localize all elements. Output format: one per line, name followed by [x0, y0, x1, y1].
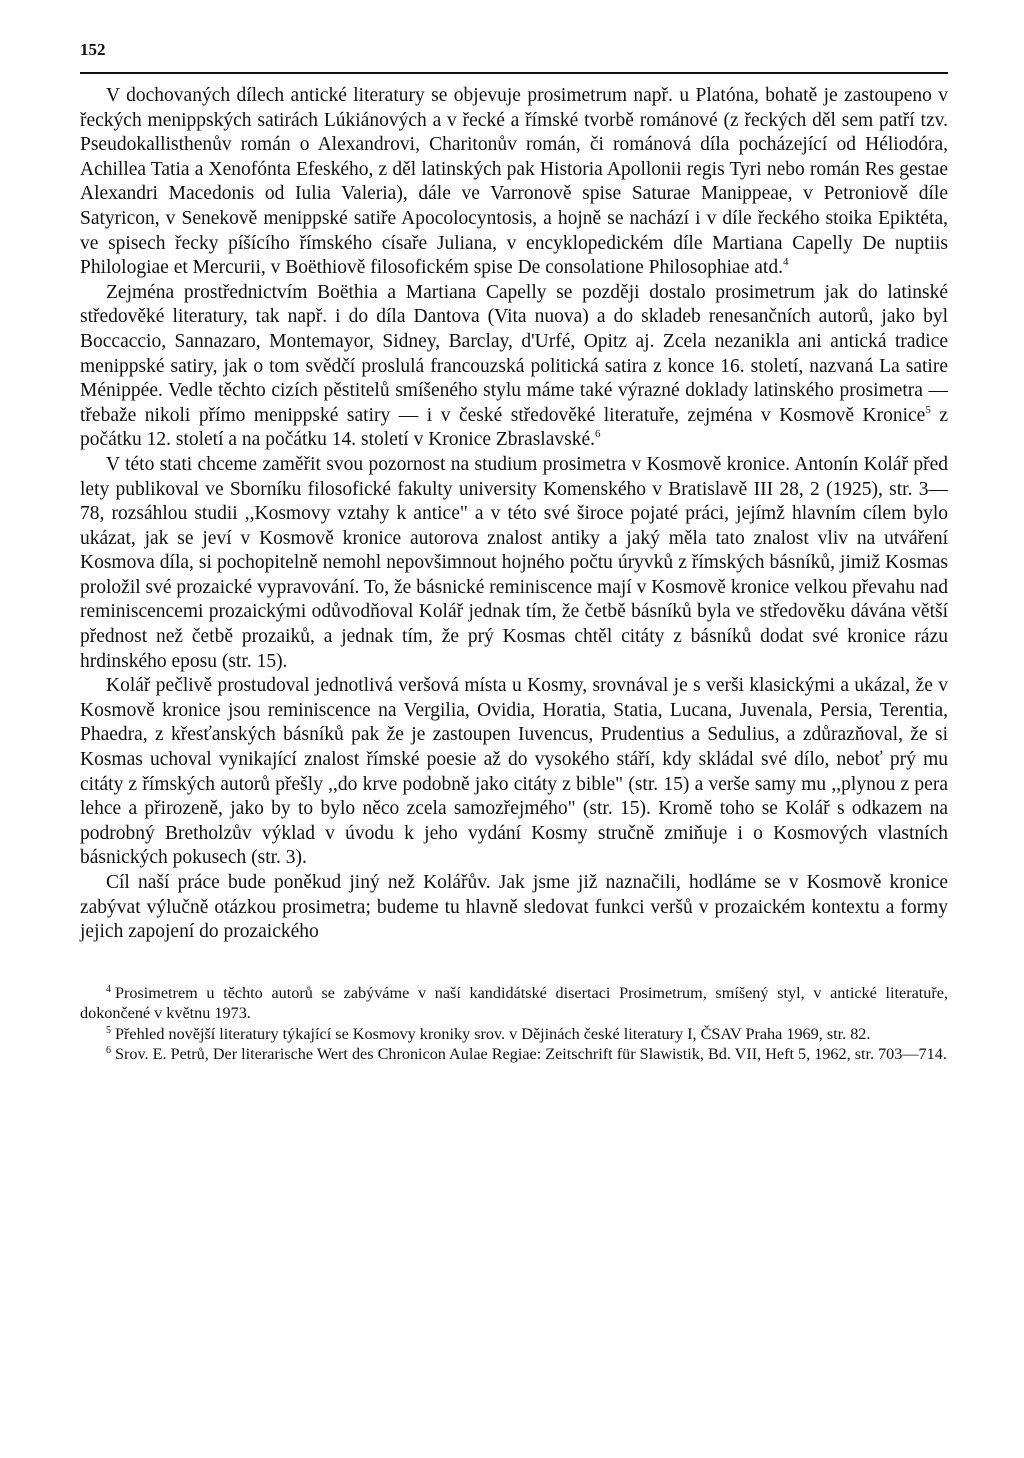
- footnote: [80, 1044, 948, 1065]
- paragraph-text: z počátku 12. století a na počátku 14. století v Kronice Zbraslavské.: [80, 404, 948, 451]
- footnotes: [80, 983, 948, 1065]
- footnote-mark: 5: [106, 1024, 111, 1036]
- page-number: 152: [80, 40, 106, 59]
- footnote-ref: 4: [782, 256, 789, 269]
- footnote-text: Srov. E. Petrů, Der literarische Wert des Chronicon Aulae Regiae: Zeitschrift für Slawistik, Bd. VII, Heft 5, 1962, str. 703—714.: [115, 1045, 947, 1064]
- footnote-mark: 6: [106, 1045, 111, 1057]
- paragraph: [80, 674, 948, 871]
- paragraph-text: Cíl naší práce bude poněkud jiný než Kolářův. Jak jsme již naznačili, hodláme se v Kosmově kronice zabývat výlučně otázkou prosimetra; budeme tu hlavně sledovat funkci veršů v prozaickém kontextu a formy jejich zapojení do prozaického: [80, 872, 948, 943]
- footnote-ref: 5: [925, 403, 931, 416]
- paragraph-text: V této stati chceme zaměřit svou pozornost na studium prosimetra v Kosmově kronice. Antonín Kolář před lety publikoval ve Sborníku filosofické fakulty university Komenského v Bratislavě III 28, 2 (1925), str. 3—78, rozsáhlou studii ,,Kosmovy vztahy k antice" a v této své široce pojaté práci, jejímž hlavním cílem bylo ukázat, jak se jeví v Kosmově kronice autorova znalost antiky a jaký měla tato znalost vliv na utváření Kosmova díla, si pochopitelně nemohl nepovšimnout hojného počtu úryvků z římských básníků, jimiž Kosmas proložil své prozaické vypravování. To, že básnické reminiscence mají v Kosmově kronice velkou převahu nad reminiscencemi prozaickými odůvodňoval Kolář jednak tím, že četbě básníků byla ve středověku dávána větší přednost než četbě prozaiků, a jednak tím, že prý Kosmas chtěl citáty z básníků dodat své kronice rázu hrdinského eposu (str. 15).: [80, 453, 948, 672]
- body-text: [80, 84, 948, 945]
- footnote-mark: 4: [106, 983, 111, 995]
- footnote: [80, 1024, 948, 1045]
- footnote-ref: 6: [595, 428, 601, 441]
- paragraph: [80, 281, 948, 453]
- document-page: [80, 40, 948, 1065]
- footnote: [80, 983, 948, 1024]
- paragraph-text: V dochovaných dílech antické literatury se objevuje prosimetrum např. u Platóna, bohatě je zastoupeno v řeckých menippských satirách Lúkiánových a v řecké a římské tvorbě románové (z řeckých děl sem patří tzv. Pseudokallisthenův román o Alexandrovi, Charitonův román, či románová díla pocházející od Héliodóra, Achillea Tatia a Xenofónta Efeského, z děl latinských pak Historia Apollonii regis Tyri nebo román Res gestae Alexandri Macedonis od Iulia Valeria), dále ve Varronově spise Saturae Manippeae, v Petroniově díle Satyricon, v Senekově menippské satiře Apocolocyntosis, a hojně se nachází i v díle řeckého stoika Epiktéta, ve spisech řecky píšícího římského císaře Juliana, v encyklopedickém díle Martiana Capelly De nuptiis Philologiae et Mercurii, v Boëthiově filosofickém spise De consolatione Philosophiae atd.: [80, 85, 948, 279]
- footnote-text: Přehled novější literatury týkající se Kosmovy kroniky srov. v Dějinách české literatury I, ČSAV Praha 1969, str. 82.: [115, 1024, 871, 1043]
- paragraph: [80, 871, 948, 945]
- paragraph-text: Zejména prostřednictvím Boëthia a Martiana Capelly se později dostalo prosimetrum jak do latinské středověké literatury, tak např. i do díla Dantova (Vita nuova) a do skladeb renesančních autorů, jako byl Boccaccio, Sannazaro, Montemayor, Sidney, Barclay, d'Urfé, Opitz aj. Zcela nezanikla ani antická tradice menippské satiry, jak o tom svědčí proslulá francouzská politická satira z konce 16. století, nazvaná La satire Ménippée. Vedle těchto cizích pěstitelů smíšeného stylu máme také výrazné doklady latinského prosimetra — třebaže nikoli přímo menippské satiry — i v české středověké literatuře, zejména v Kosmově Kronice: [80, 281, 948, 426]
- paragraph-text: Kolář pečlivě prostudoval jednotlivá veršová místa u Kosmy, srovnával je s verši klasickými a ukázal, že v Kosmově kronice jsou reminiscence na Vergilia, Ovidia, Horatia, Statia, Lucana, Juvenala, Persia, Terentia, Phaedra, z křesťanských básníků pak že je zastoupen Iuvencus, Prudentius a Sedulius, a zdůrazňoval, že si Kosmas uchoval vynikající znalost římské poesie až do vysokého stáří, kdy skládal své dílo, neboť prý mu citáty z římských autorů přešly ,,do krve podobně jako citáty z bible" (str. 15) a verše samy mu ,,plynou z pera lehce a přirozeně, jako by to bylo něco zcela samozřejmého" (str. 15). Kromě toho se Kolář s odkazem na podrobný Bretholzův výklad v úvodu k jeho vydání Kosmy stručně zmiňuje i o Kosmových vlastních básnických pokusech (str. 3).: [80, 675, 948, 869]
- header-rule: [80, 72, 948, 74]
- paragraph: [80, 453, 948, 674]
- footnote-text: Prosimetrem u těchto autorů se zabýváme v naší kandidátské disertaci Prosimetrum, smíšený styl, v antické literatuře, dokončené v květnu 1973.: [80, 983, 948, 1023]
- paragraph: [80, 84, 948, 281]
